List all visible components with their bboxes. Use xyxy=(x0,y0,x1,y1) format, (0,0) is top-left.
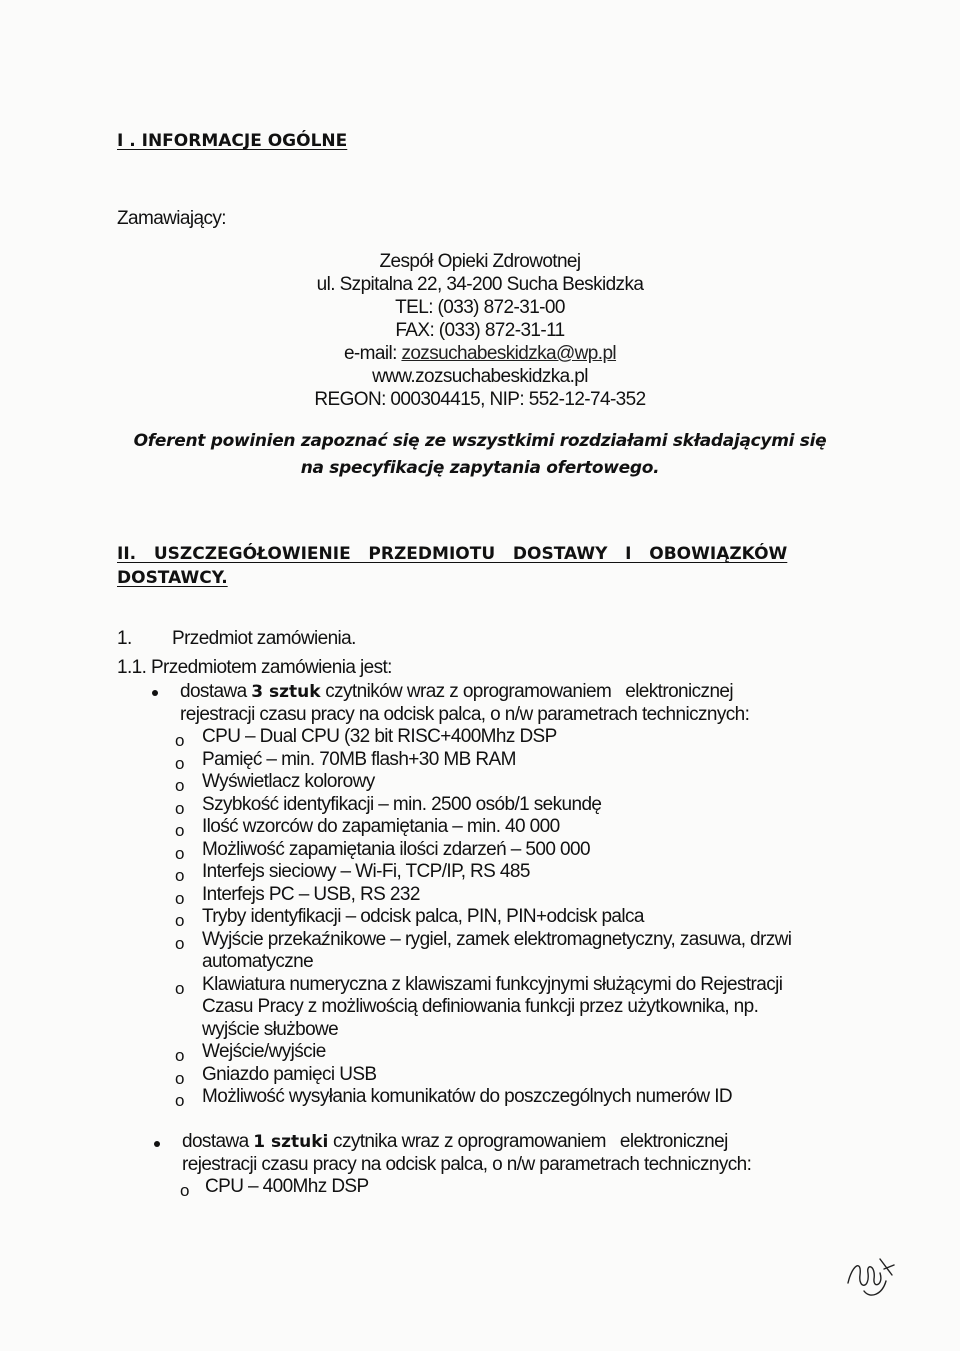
spec-marker: o xyxy=(175,1091,185,1110)
spec-item-memory: Pamięć – min. 70MB flash+30 MB RAM xyxy=(202,749,516,770)
spec-marker: o xyxy=(175,1046,185,1065)
bullet-1-line-2: rejestracji czasu pracy na odcisk palca, o n/w parametrach technicznych: xyxy=(180,704,750,725)
address-fax: FAX: (033) 872-31-11 xyxy=(395,320,565,341)
address-regon-nip: REGON: 000304415, NIP: 552-12-74-352 xyxy=(314,389,646,410)
bullet-2-quantity: 1 sztuki xyxy=(253,1132,329,1152)
section-1-heading: I . INFORMACJE OGÓLNE xyxy=(117,131,348,151)
bullet-1-quantity: 3 sztuk xyxy=(251,682,321,702)
bullet-1-pre: dostawa xyxy=(180,681,252,702)
spec-item-relay-output: Wyjście przekaźnikowe – rygiel, zamek elektromagnetyczny, zasuwa, drzwi xyxy=(202,929,792,950)
spec-marker: o xyxy=(175,821,185,840)
address-phone: TEL: (033) 872-31-00 xyxy=(395,297,565,318)
spec-item-speed: Szybkość identyfikacji – min. 2500 osób/1 sekundę xyxy=(202,794,602,815)
email-link[interactable]: zozsuchabeskidzka@wp.pl xyxy=(401,343,617,364)
address-website: www.zozsuchabeskidzka.pl xyxy=(372,366,588,387)
spec-marker: o xyxy=(175,866,185,885)
section-2-heading-line-2: DOSTAWCY. xyxy=(117,568,228,588)
subject-title: Przedmiot zamówienia. xyxy=(172,628,356,649)
spec-item-keypad-cont-1: Czasu Pracy z możliwością definiowania funkcji przez użytkownika, np. xyxy=(202,996,759,1017)
bullet-2-line-2: rejestracji czasu pracy na odcisk palca, o n/w parametrach technicznych: xyxy=(182,1154,752,1175)
subject-subtitle: 1.1. Przedmiotem zamówienia jest: xyxy=(117,657,392,678)
bullet-2-dot xyxy=(154,1141,160,1147)
spec-item-keypad: Klawiatura numeryczna z klawiszami funkcyjnymi służącymi do Rejestracji xyxy=(202,974,783,995)
spec-item-cpu: CPU – Dual CPU (32 bit RISC+400Mhz DSP xyxy=(202,726,557,747)
spec-marker: o xyxy=(175,776,185,795)
bullet-1-line-1 xyxy=(180,681,733,703)
address-org-name: Zespół Opieki Zdrowotnej xyxy=(379,251,581,272)
spec-item-keypad-cont-2: wyjście służbowe xyxy=(202,1019,339,1040)
spec-item-usb-slot: Gniazdo pamięci USB xyxy=(202,1064,377,1085)
handwritten-signature xyxy=(840,1245,900,1305)
spec-marker: o xyxy=(175,1069,185,1088)
bullet-2-pre: dostawa xyxy=(182,1131,254,1152)
bullet-2-line-1 xyxy=(182,1131,728,1153)
spec-item-io: Wejście/wyjście xyxy=(202,1041,326,1062)
ordering-party-label: Zamawiający: xyxy=(117,208,226,229)
spec-item-network: Interfejs sieciowy – Wi-Fi, TCP/IP, RS 485 xyxy=(202,861,530,882)
spec-item-messages: Możliwość wysyłania komunikatów do poszczególnych numerów ID xyxy=(202,1086,733,1107)
spec-marker: o xyxy=(175,911,185,930)
offer-note-line-1: Oferent powinien zapoznać się ze wszystkimi rozdziałami składającymi się xyxy=(133,431,827,451)
address-email-line xyxy=(300,342,660,365)
address-street: ul. Szpitalna 22, 34-200 Sucha Beskidzka xyxy=(316,274,644,295)
spec-item-templates: Ilość wzorców do zapamiętania – min. 40 000 xyxy=(202,816,560,837)
spec-item-id-modes: Tryby identyfikacji – odcisk palca, PIN, PIN+odcisk palca xyxy=(202,906,644,927)
spec-marker: o xyxy=(180,1181,190,1200)
spec-marker: o xyxy=(175,934,185,953)
spec-item-pc-interface: Interfejs PC – USB, RS 232 xyxy=(202,884,420,905)
address-block xyxy=(300,250,660,411)
spec-item-events: Możliwość zapamiętania ilości zdarzeń – 500 000 xyxy=(202,839,590,860)
subject-number: 1. xyxy=(117,628,132,649)
bullet-2-spec-cpu: CPU – 400Mhz DSP xyxy=(205,1176,369,1197)
section-2-heading-line-1: II. USZCZEGÓŁOWIENIE PRZEDMIOTU DOSTAWY I OBOWIĄZKÓW xyxy=(117,544,788,564)
spec-marker: o xyxy=(175,754,185,773)
offer-note xyxy=(80,428,880,482)
spec-item-relay-output-cont: automatyczne xyxy=(202,951,314,972)
email-prefix: e-mail: xyxy=(343,343,402,364)
spec-marker: o xyxy=(175,844,185,863)
bullet-1-post: czytników wraz z oprogramowaniem elektronicznej xyxy=(320,681,733,702)
spec-marker: o xyxy=(175,889,185,908)
bleed-through-shadow xyxy=(370,125,375,148)
spec-marker: o xyxy=(175,799,185,818)
spec-item-display: Wyświetlacz kolorowy xyxy=(202,771,375,792)
bullet-2-post: czytnika wraz z oprogramowaniem elektronicznej xyxy=(328,1131,728,1152)
bullet-1-dot xyxy=(152,690,158,696)
spec-marker: o xyxy=(175,731,185,750)
spec-marker: o xyxy=(175,979,185,998)
offer-note-line-2: na specyfikację zapytania ofertowego. xyxy=(300,458,660,478)
